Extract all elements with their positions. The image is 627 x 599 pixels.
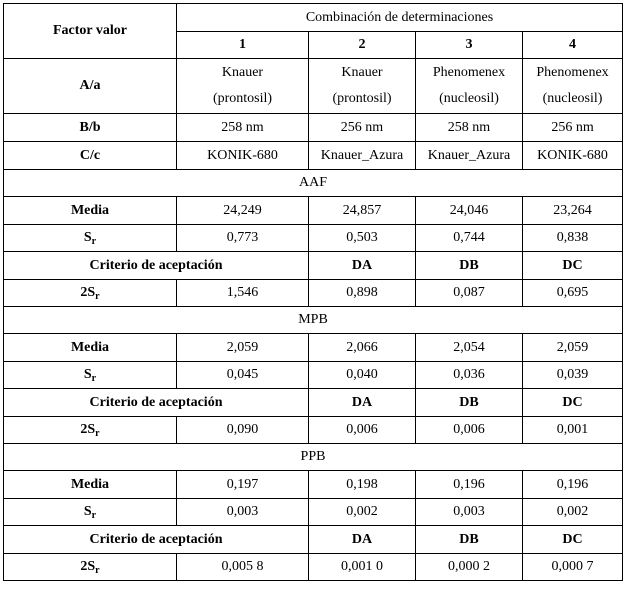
factor-a-cell-2	[309, 59, 416, 114]
criterion-value: DC	[523, 252, 623, 280]
label-text: 2S	[80, 422, 96, 437]
media-row	[4, 471, 623, 499]
results-table-body	[4, 4, 623, 581]
factor-a-3-line-2: (nucleosil)	[439, 91, 499, 106]
media-label: Media	[4, 471, 177, 499]
criterion-value: DA	[309, 526, 416, 554]
column-number-1: 1	[177, 32, 309, 59]
sr-value: 0,040	[309, 362, 416, 389]
criterion-value: DA	[309, 252, 416, 280]
label-text: 2S	[80, 285, 96, 300]
factor-label-c: C/c	[4, 142, 177, 170]
criterion-row	[4, 526, 623, 554]
sr-row	[4, 362, 623, 389]
factor-label-a: A/a	[4, 59, 177, 114]
two-sr-label	[4, 280, 177, 307]
header-row-1	[4, 4, 623, 32]
label-text: 2S	[80, 559, 96, 574]
section-title: PPB	[4, 444, 623, 471]
results-table	[3, 3, 623, 581]
media-row	[4, 197, 623, 225]
sr-value: 0,838	[523, 225, 623, 252]
label-text: S	[83, 504, 92, 519]
two-sr-value: 0,001	[523, 417, 623, 444]
sr-value: 0,036	[416, 362, 523, 389]
two-sr-value: 0,006	[416, 417, 523, 444]
two-sr-value: 0,001 0	[309, 554, 416, 581]
label-subscript: r	[95, 565, 100, 576]
sr-value: 0,503	[309, 225, 416, 252]
two-sr-value: 0,005 8	[177, 554, 309, 581]
criterion-row	[4, 389, 623, 417]
criterion-value: DB	[416, 526, 523, 554]
media-label: Media	[4, 334, 177, 362]
criterion-label: Criterio de aceptación	[4, 526, 309, 554]
two-sr-value: 0,000 2	[416, 554, 523, 581]
two-sr-value: 0,006	[309, 417, 416, 444]
section-title: AAF	[4, 170, 623, 197]
sr-label	[4, 362, 177, 389]
sr-value: 0,002	[523, 499, 623, 526]
sr-label	[4, 499, 177, 526]
media-value: 2,066	[309, 334, 416, 362]
factor-c-cell-3: Knauer_Azura	[416, 142, 523, 170]
sr-row	[4, 499, 623, 526]
section-row	[4, 170, 623, 197]
factor-c-cell-4: KONIK-680	[523, 142, 623, 170]
media-value: 24,046	[416, 197, 523, 225]
factor-b-cell-3: 258 nm	[416, 114, 523, 142]
media-value: 0,198	[309, 471, 416, 499]
section-row	[4, 307, 623, 334]
sr-value: 0,039	[523, 362, 623, 389]
sr-value: 0,003	[177, 499, 309, 526]
sr-value: 0,744	[416, 225, 523, 252]
sr-value: 0,045	[177, 362, 309, 389]
sr-value: 0,773	[177, 225, 309, 252]
media-value: 24,249	[177, 197, 309, 225]
media-row	[4, 334, 623, 362]
sr-row	[4, 225, 623, 252]
factor-b-cell-1: 258 nm	[177, 114, 309, 142]
factor-row-b	[4, 114, 623, 142]
media-value: 0,196	[523, 471, 623, 499]
criterion-label: Criterio de aceptación	[4, 252, 309, 280]
factor-a-4-line-1: Phenomenex	[536, 65, 609, 80]
factor-a-cell-4	[523, 59, 623, 114]
label-subscript: r	[91, 373, 97, 384]
criterion-value: DB	[416, 252, 523, 280]
factor-value-header: Factor valor	[4, 4, 177, 59]
two-sr-label	[4, 554, 177, 581]
two-sr-value: 1,546	[177, 280, 309, 307]
two-sr-value: 0,695	[523, 280, 623, 307]
section-title: MPB	[4, 307, 623, 334]
column-number-3: 3	[416, 32, 523, 59]
media-value: 23,264	[523, 197, 623, 225]
criterion-value: DC	[523, 526, 623, 554]
factor-a-cell-3	[416, 59, 523, 114]
two-sr-value: 0,898	[309, 280, 416, 307]
media-value: 2,059	[523, 334, 623, 362]
two-sr-row	[4, 280, 623, 307]
label-subscript: r	[91, 236, 97, 247]
sr-label	[4, 225, 177, 252]
combination-header: Combinación de determinaciones	[177, 4, 623, 32]
media-value: 24,857	[309, 197, 416, 225]
factor-a-cell-1	[177, 59, 309, 114]
label-text: S	[83, 367, 92, 382]
factor-row-c	[4, 142, 623, 170]
factor-a-1-line-1: Knauer	[221, 65, 264, 80]
media-label: Media	[4, 197, 177, 225]
label-subscript: r	[95, 428, 100, 439]
label-subscript: r	[91, 510, 97, 521]
label-text: S	[83, 230, 92, 245]
criterion-row	[4, 252, 623, 280]
criterion-value: DB	[416, 389, 523, 417]
sr-value: 0,003	[416, 499, 523, 526]
criterion-label: Criterio de aceptación	[4, 389, 309, 417]
criterion-value: DA	[309, 389, 416, 417]
two-sr-row	[4, 554, 623, 581]
factor-b-cell-4: 256 nm	[523, 114, 623, 142]
criterion-value: DC	[523, 389, 623, 417]
two-sr-label	[4, 417, 177, 444]
factor-c-cell-2: Knauer_Azura	[309, 142, 416, 170]
factor-c-cell-1: KONIK-680	[177, 142, 309, 170]
factor-a-2-line-1: Knauer	[341, 65, 383, 80]
media-value: 2,054	[416, 334, 523, 362]
sr-value: 0,002	[309, 499, 416, 526]
column-number-2: 2	[309, 32, 416, 59]
factor-b-cell-2: 256 nm	[309, 114, 416, 142]
media-value: 0,196	[416, 471, 523, 499]
two-sr-value: 0,087	[416, 280, 523, 307]
media-value: 0,197	[177, 471, 309, 499]
factor-label-b: B/b	[4, 114, 177, 142]
factor-a-3-line-1: Phenomenex	[432, 65, 506, 80]
label-subscript: r	[95, 291, 100, 302]
column-number-4: 4	[523, 32, 623, 59]
factor-row-a	[4, 59, 623, 114]
two-sr-value: 0,090	[177, 417, 309, 444]
media-value: 2,059	[177, 334, 309, 362]
section-row	[4, 444, 623, 471]
two-sr-row	[4, 417, 623, 444]
factor-a-2-line-2: (prontosil)	[332, 91, 392, 106]
factor-a-1-line-2: (prontosil)	[212, 91, 273, 106]
two-sr-value: 0,000 7	[523, 554, 623, 581]
factor-a-4-line-2: (nucleosil)	[542, 91, 603, 106]
